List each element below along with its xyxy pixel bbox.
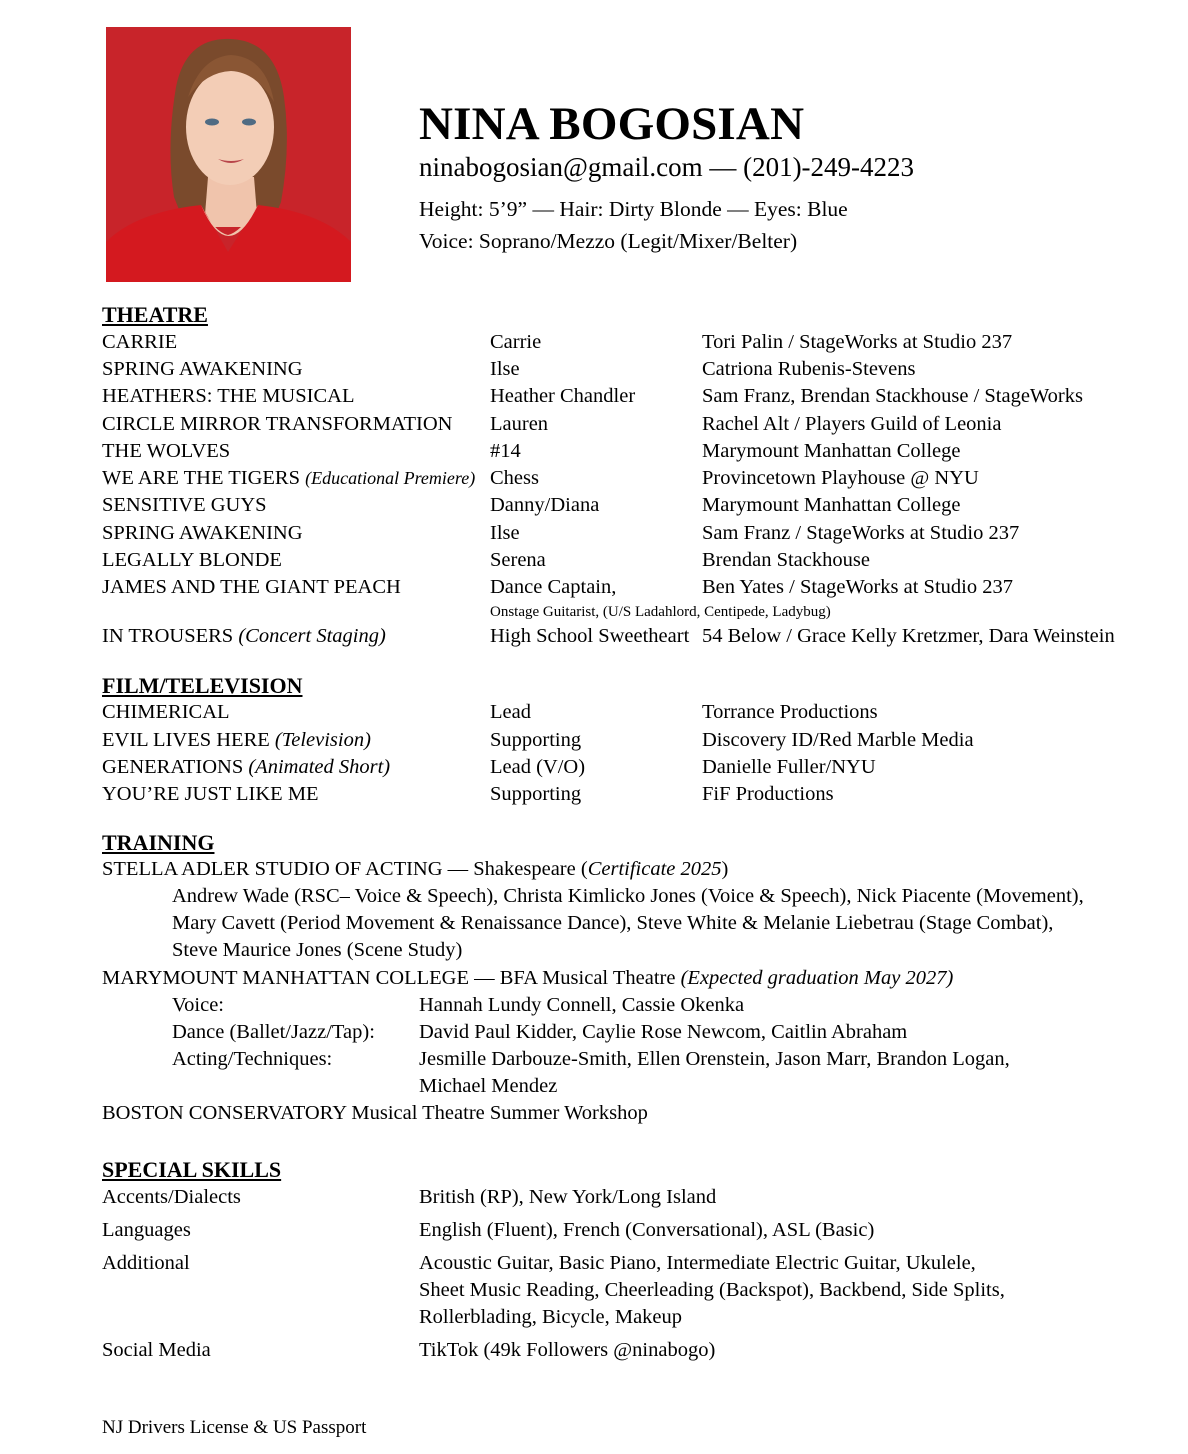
credit-row: [0, 783, 1188, 810]
training-item-value: Michael Mendez: [419, 1075, 558, 1097]
credit-company: 54 Below / Grace Kelly Kretzmer, Dara Weinstein: [702, 625, 1115, 647]
credit-qualifier: (Television): [274, 729, 371, 751]
credit-role: Ilse: [490, 358, 520, 380]
credit-role: Lauren: [490, 413, 549, 435]
training-stella-title: [102, 858, 728, 881]
credit-show: [102, 625, 386, 648]
email-address[interactable]: ninabogosian@gmail.com: [419, 152, 703, 182]
training-stella-close: ): [721, 858, 729, 880]
skill-label: Accents/Dialects: [102, 1186, 241, 1208]
credit-show: JAMES AND THE GIANT PEACH: [102, 576, 401, 598]
credit-show-title: IN TROUSERS: [102, 625, 234, 647]
skill-value: TikTok (49k Followers @ninabogo): [419, 1339, 716, 1361]
skill-value: Sheet Music Reading, Cheerleading (Backspot), Backbend, Side Splits,: [419, 1279, 1005, 1301]
training-instructors-line: Mary Cavett (Period Movement & Renaissance Dance), Steve White & Melanie Liebetrau (Stage Combat),: [172, 912, 1054, 934]
credit-company: Rachel Alt / Players Guild of Leonia: [702, 413, 1002, 435]
credit-show: [102, 467, 475, 490]
credit-role: Supporting: [490, 729, 582, 751]
applicant-name: NINA BOGOSIAN: [419, 98, 805, 150]
skill-value: British (RP), New York/Long Island: [419, 1186, 717, 1208]
credit-show: SPRING AWAKENING: [102, 358, 303, 380]
credit-company: Marymount Manhattan College: [702, 440, 961, 462]
credit-qualifier: (Concert Staging): [238, 625, 386, 647]
section-heading-training: TRAINING: [102, 830, 215, 855]
credit-show-title: GENERATIONS: [102, 756, 244, 778]
credit-role: Chess: [490, 467, 539, 489]
training-boston: BOSTON CONSERVATORY Musical Theatre Summer Workshop: [102, 1102, 648, 1124]
credit-company: Torrance Productions: [702, 701, 878, 723]
credit-qualifier: (Animated Short): [248, 756, 391, 778]
credit-row: [0, 576, 1188, 603]
training-marymount-title: [102, 967, 953, 990]
credit-role: Carrie: [490, 331, 542, 353]
credit-role: Ilse: [490, 522, 520, 544]
skill-value: Rollerblading, Bicycle, Makeup: [419, 1306, 683, 1328]
credit-company: Brendan Stackhouse: [702, 549, 870, 571]
credit-role-note: Onstage Guitarist, (U/S Ladahlord, Centipede, Ladybug): [490, 604, 831, 620]
training-item-label: Dance (Ballet/Jazz/Tap):: [172, 1021, 375, 1043]
credit-company: FiF Productions: [702, 783, 834, 805]
headshot-illustration: [106, 27, 351, 282]
credit-company: Provincetown Playhouse @ NYU: [702, 467, 979, 489]
credit-role: Lead: [490, 701, 531, 723]
credit-row: [0, 331, 1188, 358]
credit-company: Tori Palin / StageWorks at Studio 237: [702, 331, 1013, 353]
credit-row: [0, 385, 1188, 412]
training-stella-certificate: Certificate 2025: [587, 858, 722, 880]
credit-show: YOU’RE JUST LIKE ME: [102, 783, 319, 805]
voice-type: Voice: Soprano/Mezzo (Legit/Mixer/Belter): [419, 229, 798, 253]
credit-show: CARRIE: [102, 331, 178, 353]
phone-number[interactable]: (201)-249-4223: [743, 152, 915, 182]
credit-show-title: EVIL LIVES HERE: [102, 729, 270, 751]
credit-company: Marymount Manhattan College: [702, 494, 961, 516]
credit-row: [0, 701, 1188, 728]
credit-role: Serena: [490, 549, 546, 571]
credit-role: Supporting: [490, 783, 582, 805]
credit-show: [102, 729, 371, 752]
skill-label: Languages: [102, 1219, 191, 1241]
credit-row: [0, 494, 1188, 521]
footer-documents: NJ Drivers License & US Passport: [102, 1417, 367, 1438]
training-item-label: Voice:: [172, 994, 225, 1016]
credit-company: Ben Yates / StageWorks at Studio 237: [702, 576, 1013, 598]
credit-role: #14: [490, 440, 521, 462]
training-item-value: Jesmille Darbouze-Smith, Ellen Orenstein, Jason Marr, Brandon Logan,: [419, 1048, 1010, 1070]
credit-row: [0, 625, 1188, 652]
training-instructors-line: Andrew Wade (RSC– Voice & Speech), Christa Kimlicko Jones (Voice & Speech), Nick Piacente (Movement),: [172, 885, 1084, 907]
credit-row: [0, 549, 1188, 576]
credit-show: SPRING AWAKENING: [102, 522, 303, 544]
credit-show-title: WE ARE THE TIGERS: [102, 467, 300, 489]
section-heading-film: FILM/TELEVISION: [102, 673, 303, 698]
skill-label: Social Media: [102, 1339, 211, 1361]
credit-role: Lead (V/O): [490, 756, 586, 778]
credit-company: Danielle Fuller/NYU: [702, 756, 876, 778]
section-heading-theatre: THEATRE: [102, 302, 208, 327]
credit-role: Dance Captain,: [490, 576, 617, 598]
training-marymount-name: MARYMOUNT MANHATTAN COLLEGE — BFA Musical Theatre: [102, 967, 681, 989]
credit-company: Sam Franz, Brendan Stackhouse / StageWorks: [702, 385, 1083, 407]
contact-separator: —: [709, 152, 737, 182]
credit-row: [0, 467, 1188, 494]
credit-show: SENSITIVE GUYS: [102, 494, 267, 516]
skill-value: Acoustic Guitar, Basic Piano, Intermediate Electric Guitar, Ukulele,: [419, 1252, 976, 1274]
credit-show: LEGALLY BLONDE: [102, 549, 282, 571]
training-item-value: David Paul Kidder, Caylie Rose Newcom, Caitlin Abraham: [419, 1021, 908, 1043]
skill-value: English (Fluent), French (Conversational), ASL (Basic): [419, 1219, 875, 1241]
training-marymount-expected: (Expected graduation May 2027): [680, 967, 954, 989]
credit-role: High School Sweetheart: [490, 625, 690, 647]
credit-row: [0, 413, 1188, 440]
credit-row: [0, 729, 1188, 756]
physical-attributes: Height: 5’9” — Hair: Dirty Blonde — Eyes: Blue: [419, 197, 848, 221]
credit-role: Heather Chandler: [490, 385, 636, 407]
credit-show: HEATHERS: THE MUSICAL: [102, 385, 355, 407]
credit-role: Danny/Diana: [490, 494, 600, 516]
credit-show: CIRCLE MIRROR TRANSFORMATION: [102, 413, 453, 435]
section-heading-skills: SPECIAL SKILLS: [102, 1157, 282, 1182]
contact-line: [419, 152, 914, 183]
credit-company: Catriona Rubenis-Stevens: [702, 358, 916, 380]
headshot-photo: [106, 27, 351, 282]
credit-company: Sam Franz / StageWorks at Studio 237: [702, 522, 1020, 544]
credit-show: CHIMERICAL: [102, 701, 230, 723]
training-instructors-line: Steve Maurice Jones (Scene Study): [172, 939, 463, 961]
credit-show: THE WOLVES: [102, 440, 231, 462]
credit-row: [0, 440, 1188, 467]
training-item-value: Hannah Lundy Connell, Cassie Okenka: [419, 994, 745, 1016]
skill-label: Additional: [102, 1252, 190, 1274]
training-item-label: Acting/Techniques:: [172, 1048, 333, 1070]
credit-qualifier: (Educational Premiere): [305, 468, 476, 488]
training-stella-name: STELLA ADLER STUDIO OF ACTING — Shakespeare (: [102, 858, 588, 880]
credit-row: [0, 522, 1188, 549]
credit-row: [0, 756, 1188, 783]
credit-company: Discovery ID/Red Marble Media: [702, 729, 974, 751]
credit-row: [0, 358, 1188, 385]
credit-show: [102, 756, 390, 779]
